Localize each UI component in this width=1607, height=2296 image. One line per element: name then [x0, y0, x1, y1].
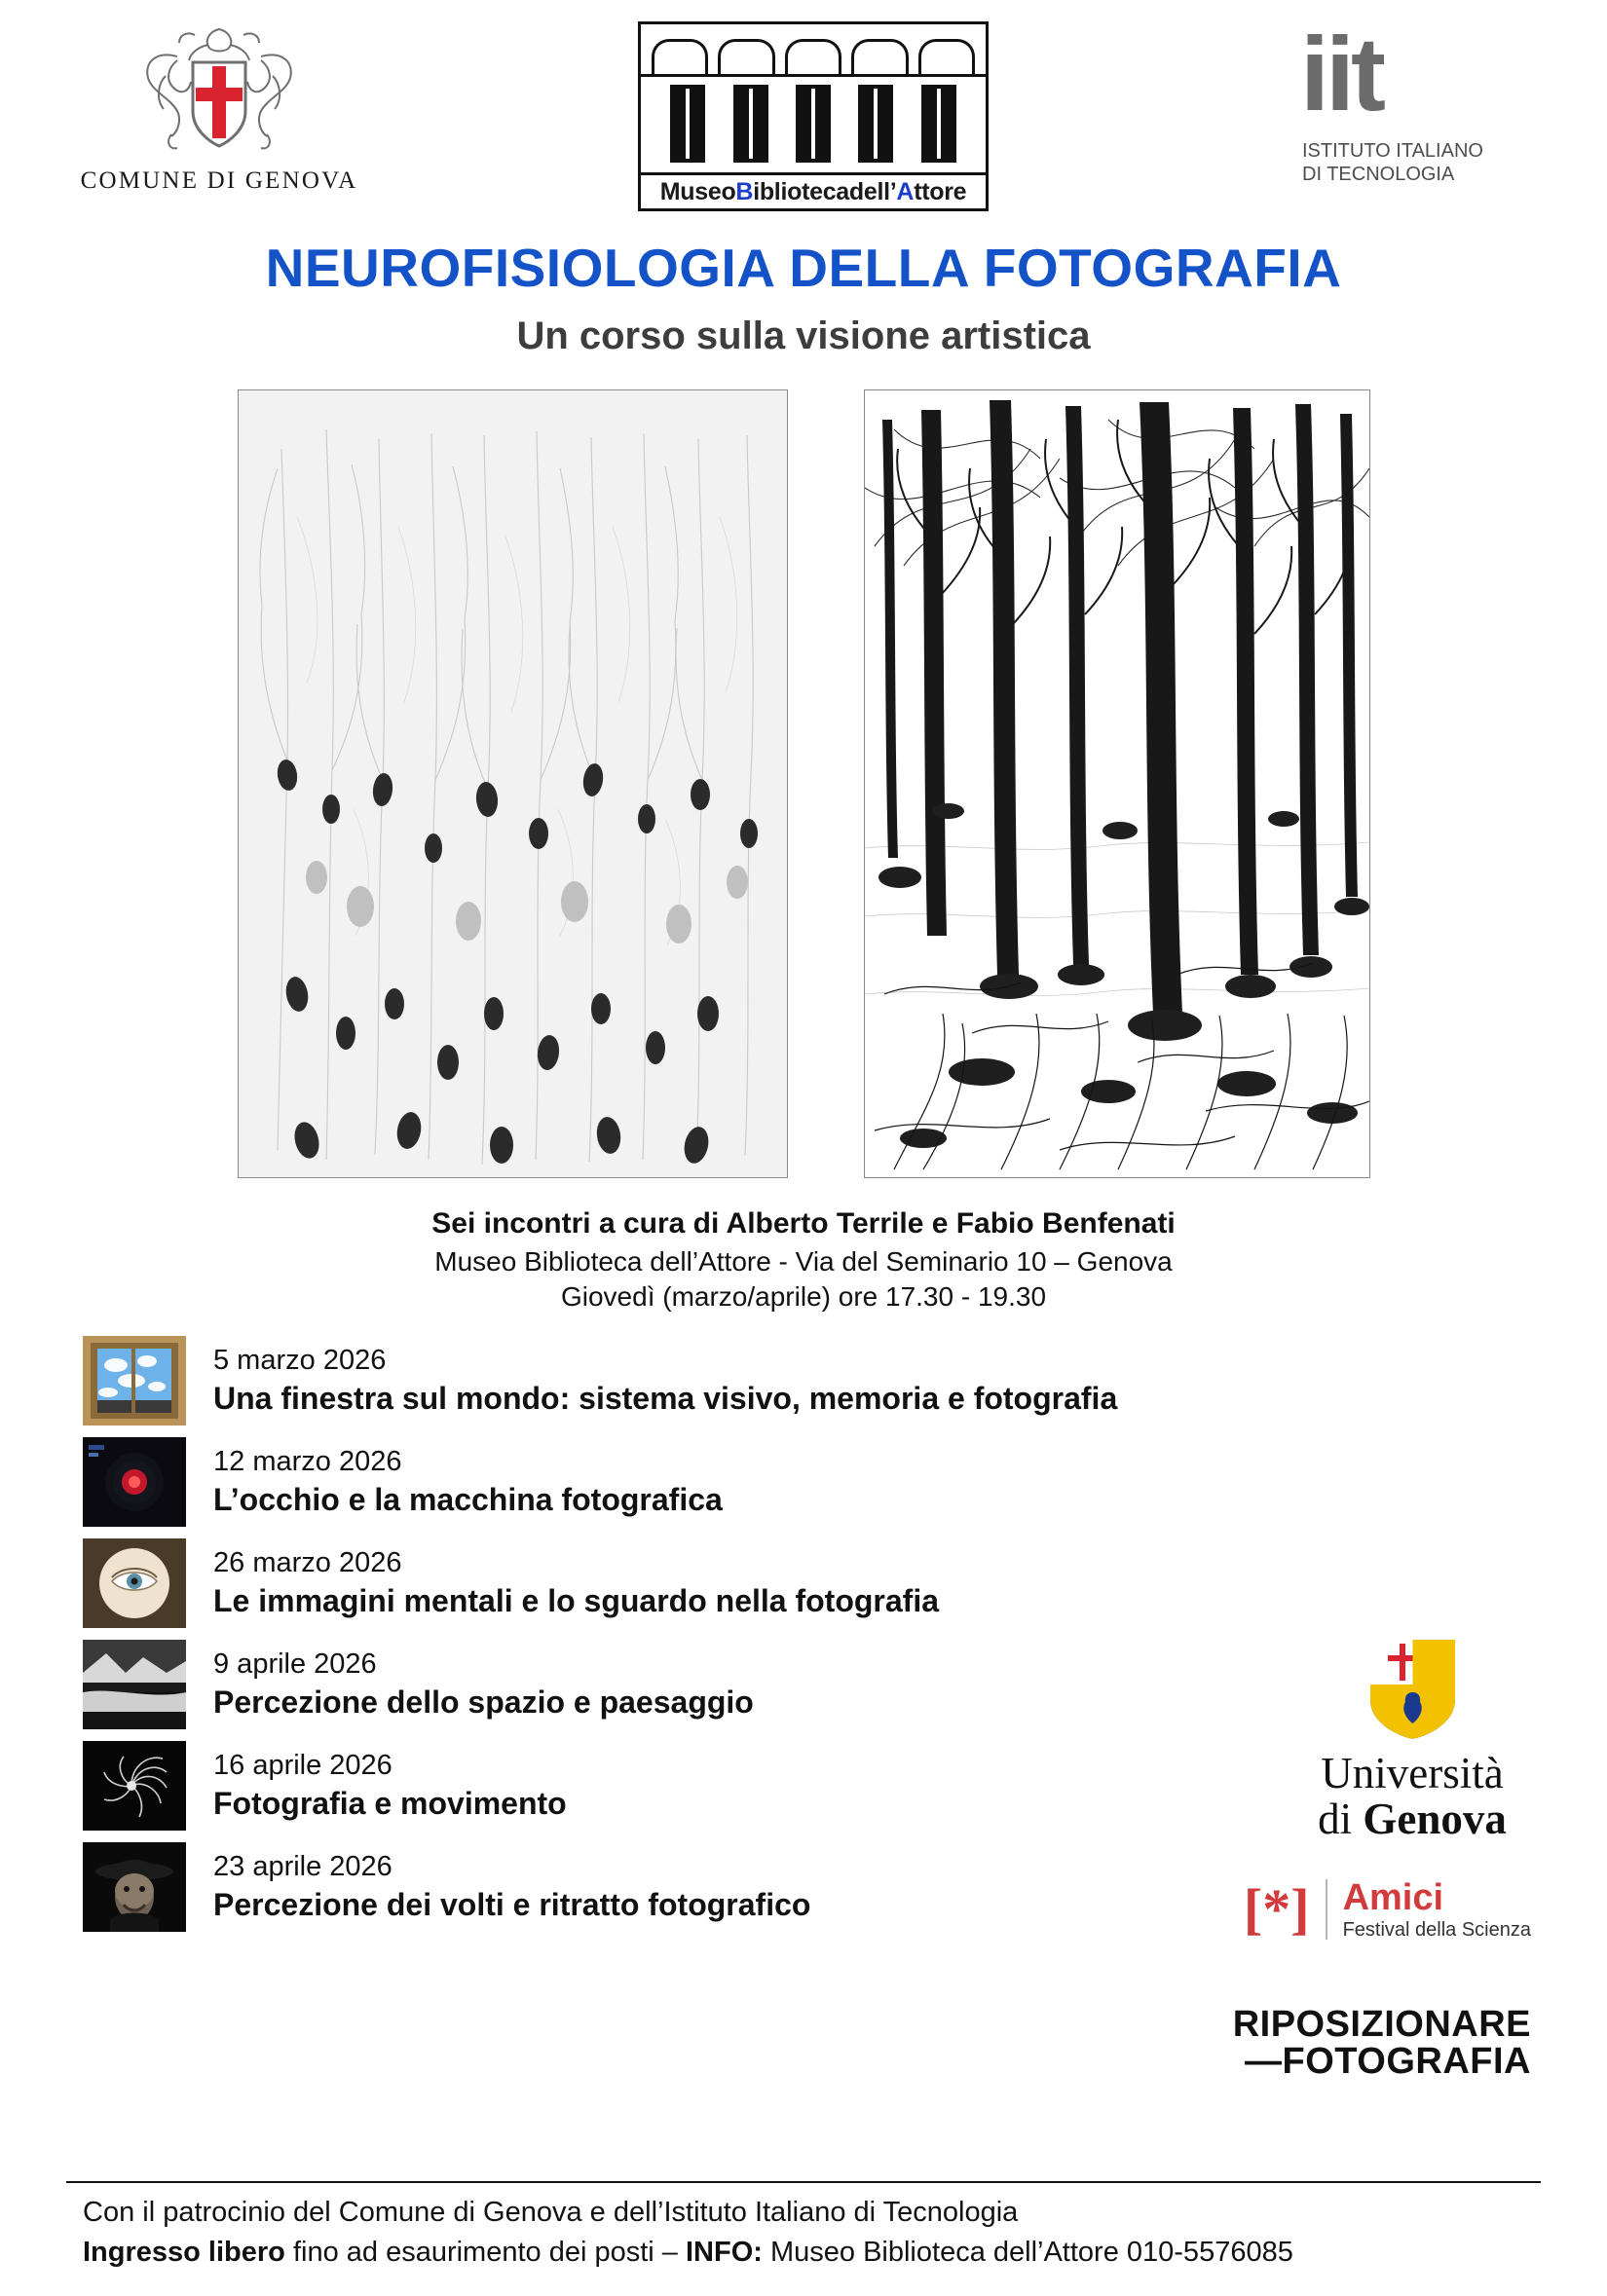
- page-subtitle: Un corso sulla visione artistica: [516, 315, 1091, 357]
- genoa-crest-icon: [127, 18, 312, 164]
- list-item: [83, 1533, 1607, 1634]
- comune-di-genova-logo: [58, 18, 380, 195]
- course-info-line3: Giovedì (marzo/aprile) ore 17.30 - 19.30: [560, 1281, 1047, 1312]
- iit-caption-line1: ISTITUTO ITALIANO: [1302, 140, 1483, 162]
- session-date: 23 aprile 2026: [213, 1850, 392, 1882]
- museo-name-part-5: ttore: [914, 178, 967, 205]
- riposizionare-line2: —FOTOGRAFIA: [1244, 2041, 1531, 2082]
- hero-images: [0, 389, 1607, 1178]
- winter-forest-photograph: [864, 389, 1370, 1178]
- iit-caption: [1302, 140, 1524, 186]
- iit-caption-line2: DI TECNOLOGIA: [1302, 163, 1455, 185]
- session-title: Percezione dei volti e ritratto fotografico: [213, 1887, 811, 1923]
- museo-name-part-3: ibliotecadell’: [753, 178, 897, 205]
- museo-name-part-4: A: [896, 178, 915, 205]
- museo-biblioteca-name: [638, 172, 989, 211]
- footer-line1: Con il patrocinio del Comune di Genova e dell’Istituto Italiano di Tecnologia: [83, 2197, 1019, 2228]
- footer-line2-mid: fino ad esaurimento dei posti –: [284, 2237, 686, 2268]
- footer-contact: Museo Biblioteca dell’Attore 010-5576085: [762, 2237, 1293, 2268]
- iit-wordmark: iit: [1300, 15, 1382, 132]
- unige-shield-icon: [1366, 1636, 1459, 1743]
- header-logos: [0, 0, 1607, 248]
- session-title: Percezione dello spazio e paesaggio: [213, 1685, 754, 1721]
- footer: [83, 2197, 1549, 2269]
- session-title: Fotografia e movimento: [213, 1786, 567, 1822]
- session-date: 16 aprile 2026: [213, 1749, 392, 1781]
- session-date: 12 marzo 2026: [213, 1445, 402, 1477]
- portrait-hat-icon: [83, 1842, 186, 1932]
- list-item: [83, 1431, 1607, 1533]
- footer-info-label: INFO:: [685, 2237, 763, 2268]
- session-date: 5 marzo 2026: [213, 1344, 387, 1376]
- hal-eye-icon: [83, 1437, 186, 1527]
- page-title: NEUROFISIOLOGIA DELLA FOTOGRAFIA: [265, 238, 1342, 298]
- museo-name-part-1: Museo: [659, 178, 736, 205]
- iit-logo: [1252, 15, 1524, 186]
- footer-line2: [83, 2237, 1549, 2269]
- unige-line1: Università: [1321, 1749, 1504, 1797]
- session-title: Una finestra sul mondo: sistema visivo, memoria e fotografia: [213, 1381, 1118, 1417]
- neurons-photograph: [238, 389, 788, 1178]
- amici-subtitle: Festival della Scienza: [1342, 1918, 1531, 1941]
- unige-line2-bold: Genova: [1363, 1795, 1507, 1844]
- riposizionare-line1: RIPOSIZIONARE: [1232, 2004, 1531, 2045]
- course-info: [0, 1207, 1607, 1313]
- amici-title: Amici: [1342, 1877, 1444, 1918]
- universita-di-genova-logo: [1290, 1636, 1534, 1843]
- footer-ingresso-libero: Ingresso libero: [83, 2237, 285, 2268]
- footer-divider: [66, 2181, 1541, 2183]
- unige-wordmark: [1290, 1751, 1534, 1843]
- session-date: 9 aprile 2026: [213, 1648, 377, 1680]
- unige-line2-prefix: di: [1318, 1795, 1364, 1844]
- amici-festival-scienza-logo: [1244, 1879, 1531, 1941]
- riposizionare-fotografia-logo: [1233, 2006, 1531, 2080]
- course-info-line2: Museo Biblioteca dell’Attore - Via del Seminario 10 – Genova: [434, 1246, 1173, 1277]
- divider: [1326, 1879, 1327, 1940]
- session-title: L’occhio e la macchina fotografica: [213, 1482, 723, 1518]
- session-title: Le immagini mentali e lo sguardo nella fotografia: [213, 1583, 940, 1619]
- eye-sphere-icon: [83, 1538, 186, 1628]
- spiral-motion-icon: [83, 1741, 186, 1831]
- museum-building-icon: [638, 21, 989, 172]
- session-date: 26 marzo 2026: [213, 1546, 402, 1578]
- landscape-icon: [83, 1640, 186, 1729]
- sessions-list: [0, 1330, 1607, 1942]
- comune-di-genova-caption: COMUNE DI GENOVA: [80, 167, 358, 194]
- magritte-window-icon: [83, 1336, 186, 1426]
- course-info-line1: Sei incontri a cura di Alberto Terrile e Fabio Benfenati: [431, 1207, 1176, 1240]
- list-item: [83, 1330, 1607, 1431]
- museo-name-part-2: B: [735, 178, 754, 205]
- museo-biblioteca-logo: [638, 21, 989, 211]
- asterisk-bracket-icon: [*]: [1243, 1877, 1310, 1942]
